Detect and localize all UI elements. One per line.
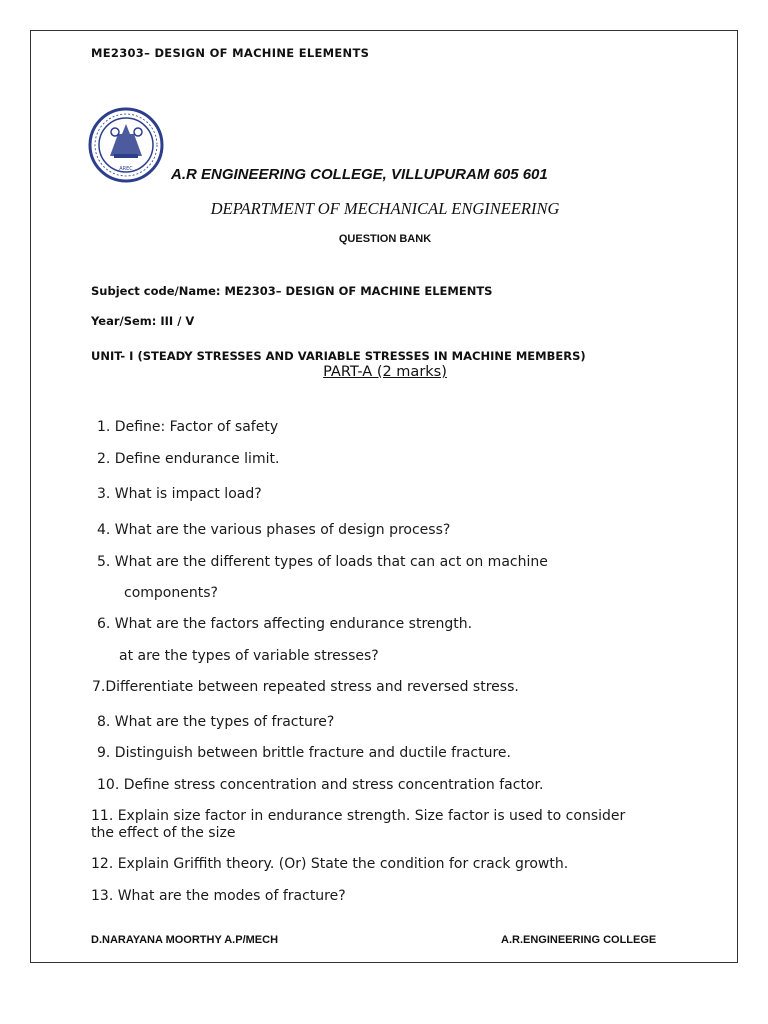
question-item: 10. Define stress concentration and stress concentration factor.	[97, 777, 544, 793]
question-item-continuation: components?	[124, 585, 218, 601]
document-type: QUESTION BANK	[338, 233, 432, 245]
subject-code-name: Subject code/Name: ME2303– DESIGN OF MACHINE ELEMENTS	[91, 284, 493, 298]
college-logo	[88, 104, 166, 186]
question-item: 5. What are the different types of loads that can act on machine	[97, 554, 548, 570]
question-item: 8. What are the types of fracture?	[97, 714, 335, 730]
college-name: A.R ENGINEERING COLLEGE, VILLUPURAM 605 601	[171, 166, 548, 183]
question-item: 7.Differentiate between repeated stress and reversed stress.	[92, 679, 519, 695]
footer-author: D.NARAYANA MOORTHY A.P/MECH	[91, 934, 279, 946]
question-item: 6. What are the factors affecting endurance strength.	[97, 616, 473, 632]
document-page	[30, 30, 738, 963]
year-semester: Year/Sem: III / V	[91, 314, 195, 328]
footer-college: A.R.ENGINEERING COLLEGE	[501, 934, 657, 946]
question-item: 9. Distinguish between brittle fracture and ductile fracture.	[97, 745, 511, 761]
question-item-continuation: at are the types of variable stresses?	[119, 648, 379, 664]
question-item: 3. What is impact load?	[97, 486, 262, 502]
part-a-heading: PART-A (2 marks)	[323, 364, 447, 380]
question-item: 4. What are the various phases of design process?	[97, 522, 451, 538]
question-item: 1. Define: Factor of safety	[97, 419, 279, 435]
question-item: 12. Explain Griffith theory. (Or) State the condition for crack growth.	[91, 856, 569, 872]
unit-title: UNIT- I (STEADY STRESSES AND VARIABLE STRESSES IN MACHINE MEMBERS)	[91, 349, 586, 363]
svg-text:AREC: AREC	[119, 166, 133, 172]
course-header: ME2303– DESIGN OF MACHINE ELEMENTS	[91, 46, 370, 60]
question-item: 13. What are the modes of fracture?	[91, 888, 346, 904]
department-title: DEPARTMENT OF MECHANICAL ENGINEERING	[210, 199, 560, 218]
question-item: 2. Define endurance limit.	[97, 451, 280, 467]
question-item: 11. Explain size factor in endurance strength. Size factor is used to consider the effect of the size	[91, 808, 626, 841]
